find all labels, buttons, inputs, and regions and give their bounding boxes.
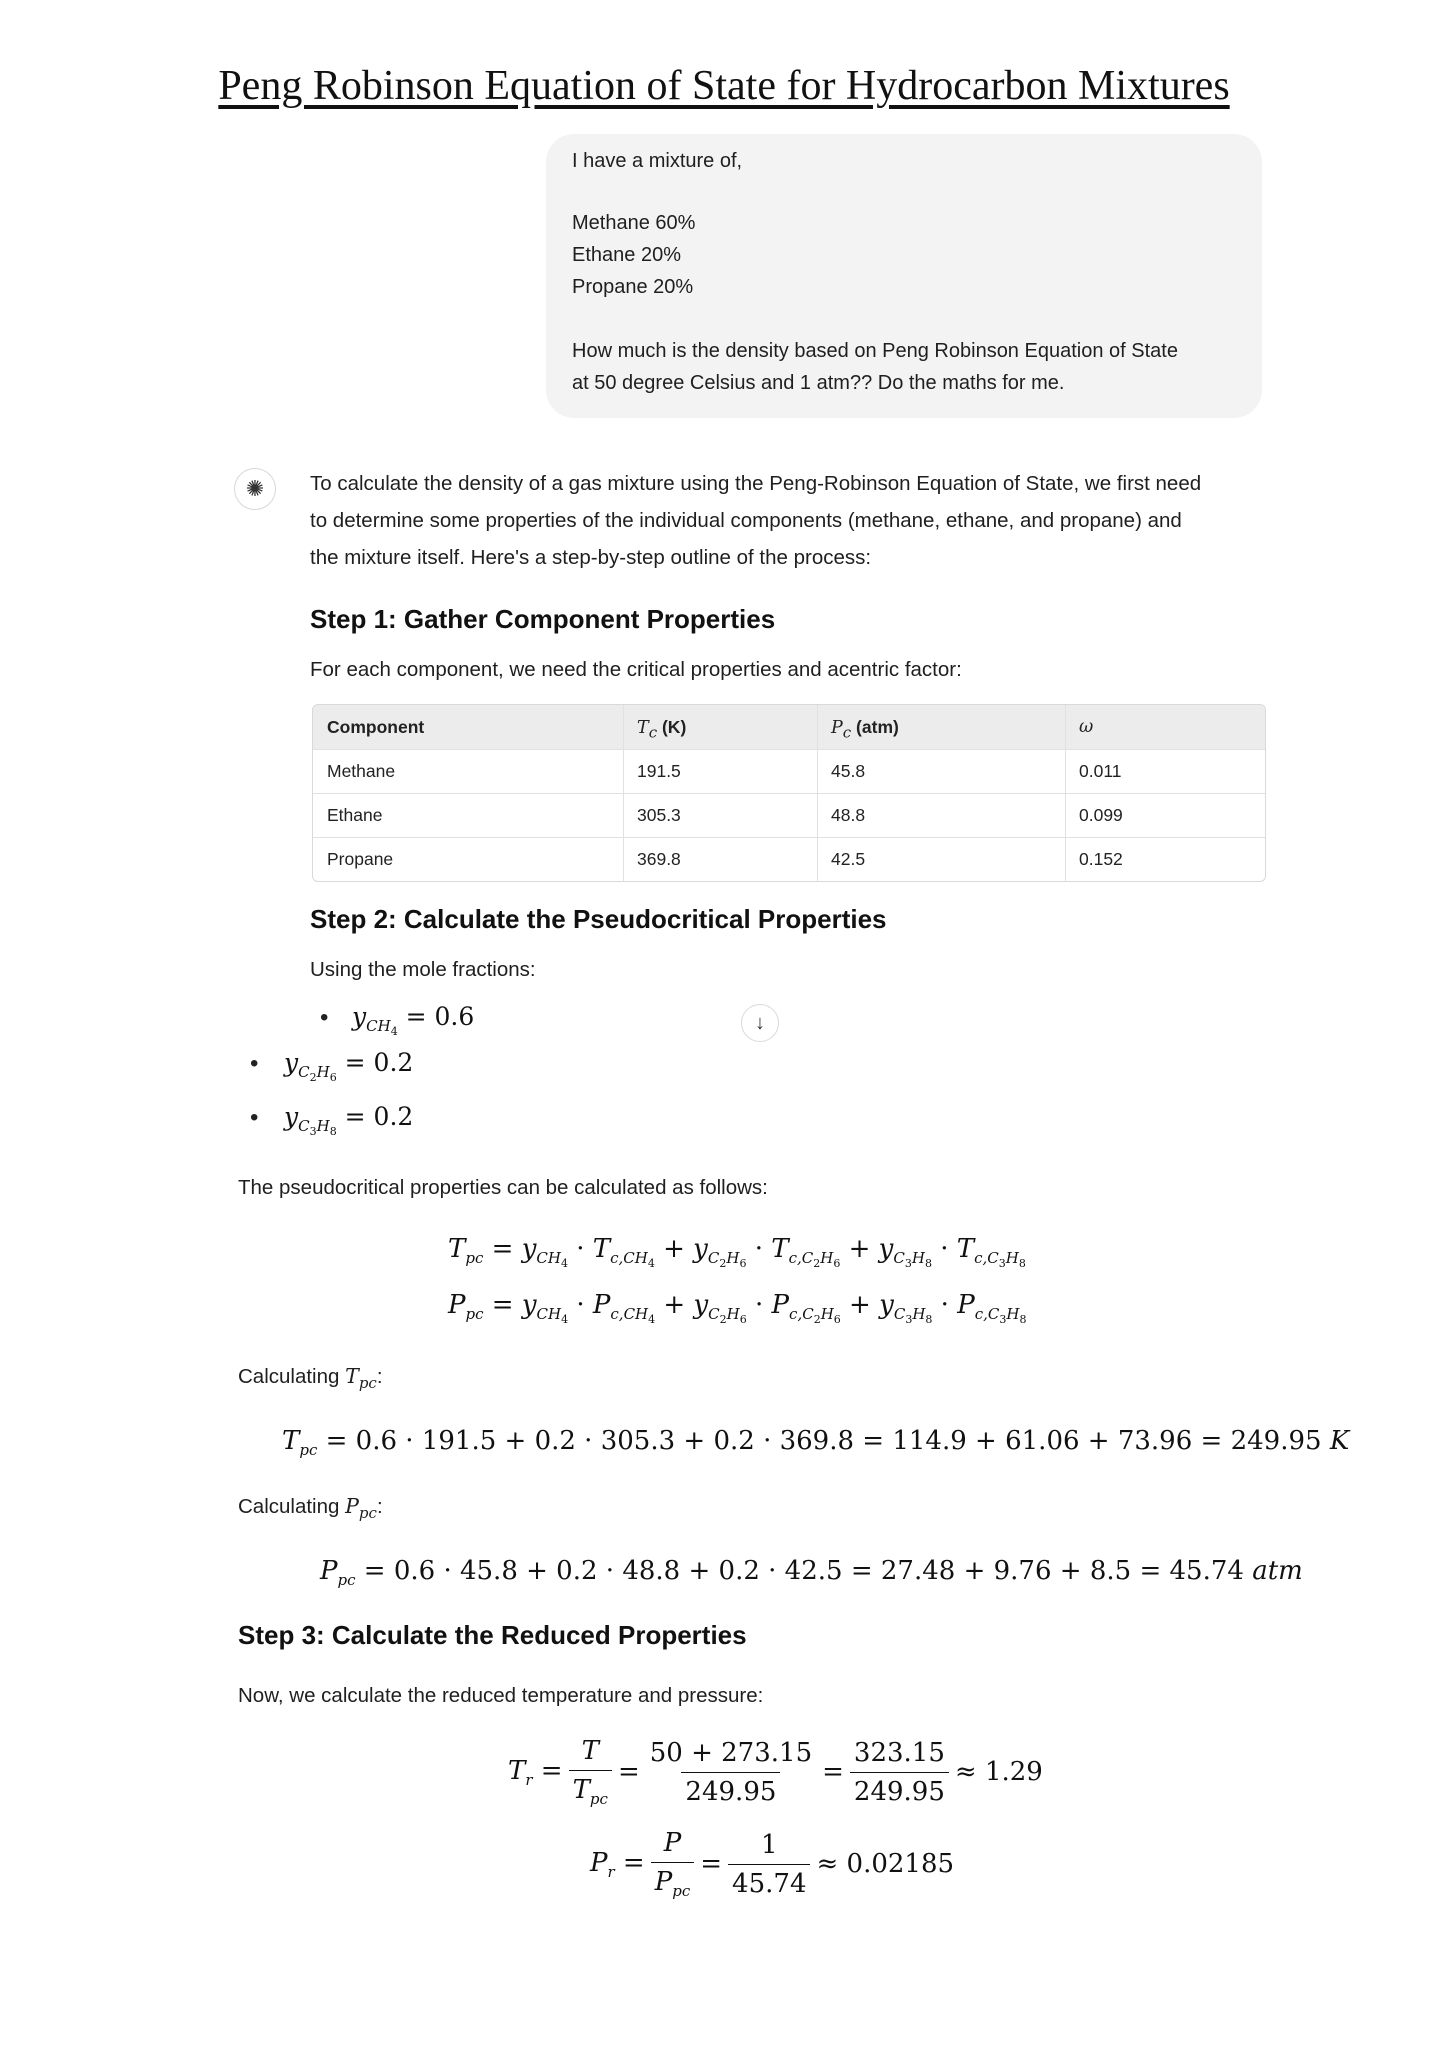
table-header-pc: $P_c$ (atm) (831, 717, 899, 742)
table-cell: 42.5 (831, 849, 866, 869)
tc-symbol: T (637, 718, 649, 738)
table-header-component: Component (327, 717, 425, 737)
fraction-denominator: 249.95 (850, 1772, 949, 1807)
assistant-intro-line: to determine some properties of the individual components (methane, ethane, and propane) and (310, 509, 1182, 532)
bullet: • (320, 1004, 329, 1031)
table-divider (817, 705, 818, 881)
pc-unit: atm (861, 717, 894, 737)
step1-text: For each component, we need the critical properties and acentric factor: (310, 658, 962, 681)
calc-ppc-label: Calculating $P_{pc}$: (238, 1494, 383, 1523)
tpc-equation: $T_{pc} = 0.6 \cdot 191.5 + 0.2 \cdot 305.3 + 0.2 \cdot 369.8 = 114.9 + 61.06 + 73.96 = 249.95$ K (282, 1426, 1350, 1460)
step3-heading: Step 3: Calculate the Reduced Properties (238, 1620, 747, 1650)
fraction-value: 0.2 (373, 1048, 414, 1077)
assistant-intro-line: To calculate the density of a gas mixture using the Peng-Robinson Equation of State, we first need (310, 472, 1202, 495)
arrow-down-icon[interactable]: ↓ (741, 1004, 779, 1042)
component-properties-table (312, 704, 1266, 882)
openai-logo-icon: ✺ (234, 468, 276, 510)
table-header-tc: $T_c$ (K) (637, 717, 687, 742)
table-cell: Ethane (327, 805, 383, 825)
fraction-methane: $y_{CH_4} = 0.6$ (352, 1002, 475, 1038)
tpc-unit: K (1329, 1426, 1350, 1456)
user-message-line: Ethane 20% (572, 244, 681, 266)
fraction-value: 0.2 (373, 1102, 414, 1131)
page-title: Peng Robinson Equation of State for Hydrocarbon Mixtures (218, 63, 1230, 109)
table-cell: 191.5 (637, 761, 681, 781)
fraction-ethane: $y_{C_2H_6} = 0.2$ (284, 1048, 414, 1084)
fraction-denominator: 45.74 (728, 1864, 810, 1899)
fraction (646, 1738, 816, 1807)
table-cell: 0.152 (1079, 849, 1123, 869)
table-header-omega: ω (1079, 717, 1094, 737)
step2-heading: Step 2: Calculate the Pseudocritical Properties (310, 904, 887, 934)
fraction: $\frac{T}{T_{pc}}$ (569, 1736, 612, 1808)
ppc-formula: $P_{pc} = y_{CH_4} \cdot P_{c,CH_4} + y_{C_2H_6} \cdot P_{c,C_2H_6} + y_{C_3H_8} \cdot P_{c,C_3H_8}$ (448, 1290, 1027, 1327)
step2-text: Using the mole fractions: (310, 958, 536, 981)
table-cell: 45.8 (831, 761, 866, 781)
pr-result: ≈ 0.02185 (816, 1849, 955, 1880)
table-row (313, 793, 1265, 838)
table-cell: 0.011 (1079, 761, 1122, 781)
fraction-denominator: 249.95 (681, 1772, 780, 1807)
calc-tpc-label: Calculating $T_{pc}$: (238, 1364, 383, 1393)
table-cell: 305.3 (637, 805, 681, 825)
table-cell: Methane (327, 761, 396, 781)
user-message-line: at 50 degree Celsius and 1 atm?? Do the maths for me. (572, 372, 1065, 394)
table-cell: 48.8 (831, 805, 866, 825)
tpc-formula: $T_{pc} = y_{CH_4} \cdot T_{c,CH_4} + y_{C_2H_6} \cdot T_{c,C_2H_6} + y_{C_3H_8} \cdot T_{c,C_3H_8}$ (448, 1234, 1026, 1271)
user-message-line: Propane 20% (572, 276, 694, 298)
step3-text: Now, we calculate the reduced temperature and pressure: (238, 1684, 764, 1707)
fraction-numerator: 50 + 273.15 (649, 1737, 813, 1768)
pr-equation: $P_r$ = $\frac{P}{P_{pc}}$ = $\frac{1}{45.74}$ ≈ 0.02185 (590, 1828, 955, 1901)
fraction: $\frac{P}{P_{pc}}$ (651, 1828, 695, 1900)
calc-label: Calculating (238, 1365, 340, 1388)
user-message-line: I have a mixture of, (572, 150, 743, 172)
table-header-row (313, 705, 1265, 750)
pc-symbol: P (831, 718, 843, 738)
fraction-numerator: 1 (760, 1829, 778, 1860)
user-message-line: Methane 60% (572, 212, 696, 234)
fraction-value: 0.6 (434, 1002, 475, 1031)
fraction (728, 1830, 810, 1899)
table-row (313, 837, 1265, 881)
fraction-propane: $y_{C_3H_8} = 0.2$ (284, 1102, 414, 1138)
bullet: • (250, 1104, 259, 1131)
pseudo-text: The pseudocritical properties can be calculated as follows: (238, 1176, 768, 1199)
tpc-equation-value: = 0.6 · 191.5 + 0.2 · 305.3 + 0.2 · 369.8 = 114.9 + 61.06 + 73.96 = 249.95 (325, 1426, 1322, 1456)
table-cell: 0.099 (1079, 805, 1123, 825)
tr-result: ≈ 1.29 (954, 1757, 1043, 1788)
user-message-line: How much is the density based on Peng Robinson Equation of State (572, 340, 1178, 362)
table-cell: 369.8 (637, 849, 681, 869)
table-cell: Propane (327, 849, 394, 869)
table-divider (623, 705, 624, 881)
step1-heading: Step 1: Gather Component Properties (310, 604, 776, 634)
ppc-unit: atm (1252, 1556, 1303, 1586)
ppc-equation-value: = 0.6 · 45.8 + 0.2 · 48.8 + 0.2 · 42.5 = 27.48 + 9.76 + 8.5 = 45.74 (363, 1556, 1244, 1586)
table-row (313, 749, 1265, 794)
user-message-bubble (546, 134, 1262, 418)
tr-equation: $T_r$ = $\frac{T}{T_{pc}}$ = $\frac{50 + 273.15}{249.95}$ = $\frac{323.15}{249.95}$ ≈ 1.29 (508, 1736, 1043, 1809)
table-divider (1065, 705, 1066, 881)
ppc-equation: $P_{pc} = 0.6 \cdot 45.8 + 0.2 \cdot 48.8 + 0.2 \cdot 42.5 = 27.48 + 9.76 + 8.5 = 45.74$ atm (320, 1556, 1303, 1590)
tc-unit: K (667, 717, 681, 737)
assistant-intro-line: the mixture itself. Here's a step-by-step outline of the process: (310, 546, 872, 569)
calc-label: Calculating (238, 1495, 340, 1518)
fraction-numerator: 323.15 (853, 1737, 945, 1768)
bullet: • (250, 1050, 259, 1077)
fraction (850, 1738, 949, 1807)
